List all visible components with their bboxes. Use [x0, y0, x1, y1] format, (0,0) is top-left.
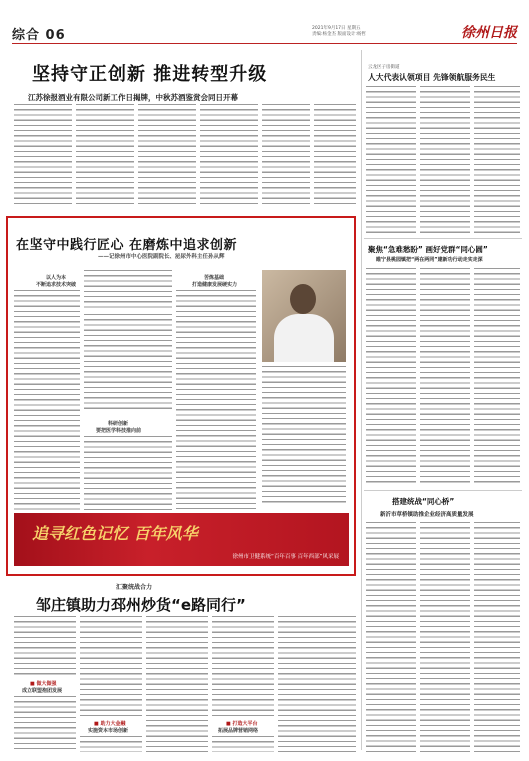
photo-coat — [274, 314, 334, 362]
feature-column-6 — [176, 404, 256, 510]
banner-series: 徐州市卫健系统“百年百事 百年西部”风采展 — [232, 554, 339, 560]
bottom-sub-2: ■ 助力大金融 — [94, 721, 126, 727]
bottom-col-5 — [278, 616, 356, 752]
portrait-photo — [262, 270, 346, 362]
lead-column-5 — [262, 104, 310, 207]
feature-column-3 — [176, 290, 256, 400]
feature-col-head-1b: 不断追求技术突破 — [36, 282, 77, 288]
feature-subtitle: ——记徐州市中心医院副院长、泌尿外科主任孙从辉 — [98, 254, 225, 260]
bottom-col-4b — [212, 736, 274, 752]
bottom-col-1b — [14, 696, 76, 752]
bottom-col-2a — [80, 616, 142, 716]
feature-col-head-1: 以人为本 — [46, 275, 67, 281]
lead-column-6 — [314, 104, 356, 207]
right-top-col-2 — [420, 86, 470, 234]
bottom-col-1a — [14, 616, 76, 676]
lead-column-3 — [138, 104, 196, 207]
column-divider — [361, 50, 362, 750]
right-bottom-col-3 — [474, 522, 520, 752]
right-bottom-kicker: 搭建统战“同心桥” — [392, 497, 455, 506]
feature-intro — [84, 270, 172, 310]
section-name: 综合 06 — [12, 28, 66, 43]
bottom-sub-3b: 拓展品牌营销网络 — [218, 728, 259, 734]
feature-col-head-3: 科研创新 — [108, 421, 129, 427]
lead-column-4 — [200, 104, 258, 207]
bottom-sub-1: ■ 做大做强 — [30, 681, 57, 687]
bottom-kicker: 汇聚统战合力 — [116, 584, 153, 591]
right-top-tag: 云龙区子房街道 — [368, 65, 400, 70]
bottom-col-4a — [212, 616, 274, 716]
right-bottom-col-2 — [420, 522, 470, 752]
feature-column-1 — [14, 290, 80, 510]
lead-article-subtitle: 江苏徐报酒业有限公司新工作日揭牌，中秋苏酒鉴赏会同日开幕 — [28, 93, 238, 102]
lead-column-2 — [76, 104, 134, 207]
right-mid-title: 聚焦“急难愁盼” 画好党群“同心圆” — [368, 245, 488, 254]
right-bottom-col-1 — [366, 522, 416, 752]
photo-head — [290, 284, 316, 314]
editor-line: 责编:杨金杰 版面设计:杨哲 — [312, 32, 366, 37]
right-mid-subtitle: 睢宁县桃园镇把“两在两同”建新功行动走实走深 — [376, 257, 483, 263]
bottom-sub-2b: 实施资本市场创新 — [88, 728, 129, 734]
right-divider-1 — [364, 238, 522, 239]
bottom-col-3 — [146, 616, 208, 752]
bottom-sub-3: ■ 打造大平台 — [226, 721, 258, 727]
lead-column-1 — [14, 104, 72, 207]
newspaper-logo: 徐州日报 — [461, 25, 517, 41]
right-divider-2 — [364, 490, 522, 491]
feature-column-2 — [84, 314, 172, 410]
banner-title: 追寻红色记忆 百年风华 — [32, 524, 198, 543]
feature-col-head-3b: 要把医学科技推向前 — [96, 428, 142, 434]
feature-col-head-2b: 打造健康发展硬实力 — [192, 282, 238, 288]
bottom-col-2b — [80, 736, 142, 752]
right-top-title: 人大代表认领项目 先锋领航服务民生 — [368, 73, 496, 82]
right-mid-col-3 — [474, 268, 520, 486]
right-bottom-title: 新沂市草桥镇助推企业经济高质量发展 — [380, 512, 474, 518]
bottom-sub-1b: 成立联盟抱团发展 — [22, 688, 63, 694]
right-top-col-3 — [474, 86, 520, 234]
feature-title: 在坚守中践行匠心 在磨炼中追求创新 — [16, 238, 238, 253]
series-banner — [14, 513, 349, 566]
right-mid-col-1 — [366, 268, 416, 486]
feature-column-4 — [262, 366, 346, 506]
right-top-col-1 — [366, 86, 416, 234]
issue-date: 2021年9月17日 星期五 — [312, 26, 361, 31]
right-mid-col-2 — [420, 268, 470, 486]
lead-article-title: 坚持守正创新 推进转型升级 — [32, 64, 268, 85]
bottom-article-title: 邹庄镇助力邳州炒货“e路同行” — [36, 596, 246, 614]
feature-column-5 — [84, 436, 172, 510]
date-line — [312, 26, 452, 38]
feature-col-head-2: 苦炼基础 — [204, 275, 225, 281]
page-header — [12, 24, 517, 44]
